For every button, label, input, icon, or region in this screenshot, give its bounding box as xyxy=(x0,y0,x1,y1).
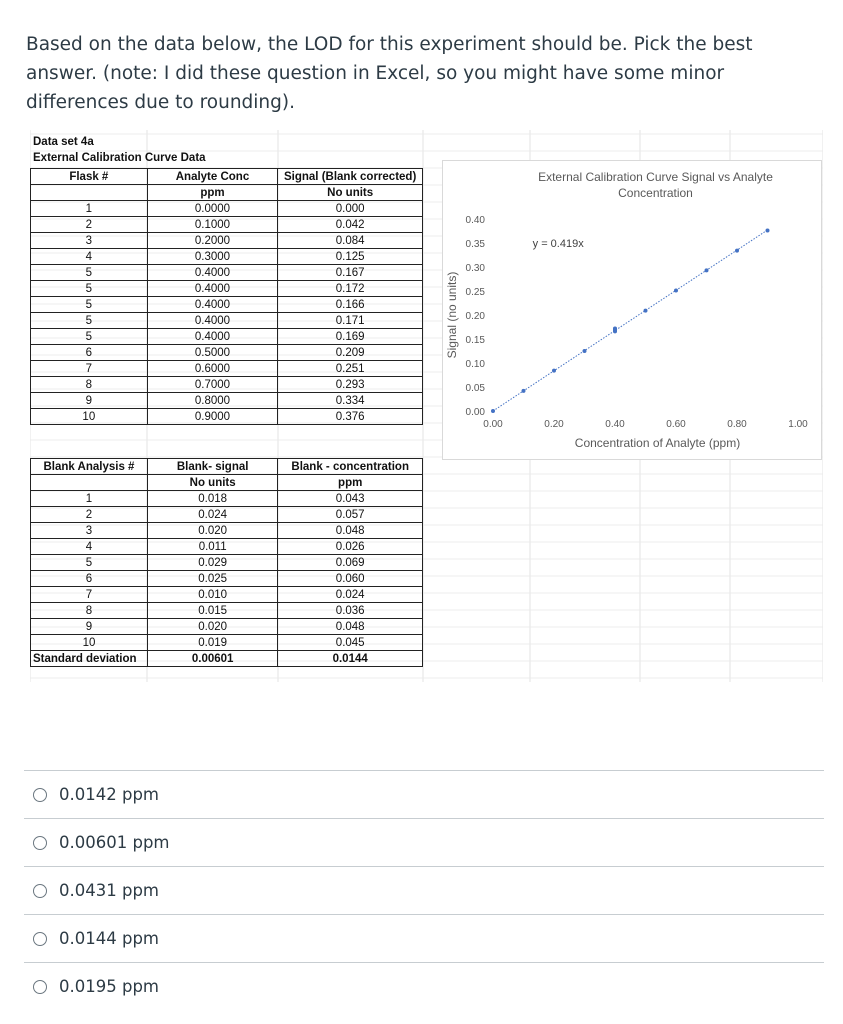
calibration-header-cell: Flask # xyxy=(31,169,148,185)
chart-svg xyxy=(443,161,821,459)
calibration-cell: 0.166 xyxy=(278,297,423,313)
calibration-table-row xyxy=(31,393,423,409)
blank-cell: 10 xyxy=(31,635,148,651)
calibration-table-row xyxy=(31,217,423,233)
blank-cell: 0.029 xyxy=(147,555,277,571)
calibration-cell: 0.042 xyxy=(278,217,423,233)
blank-cell: 1 xyxy=(31,491,148,507)
calibration-cell: 0.167 xyxy=(278,265,423,281)
blank-table-row xyxy=(31,491,423,507)
data-point xyxy=(705,268,709,272)
calibration-table-row xyxy=(31,313,423,329)
blank-table-row xyxy=(31,571,423,587)
blank-table-row xyxy=(31,587,423,603)
blank-cell: 9 xyxy=(31,619,148,635)
blank-header-cell: Blank - concentration xyxy=(278,459,423,475)
answer-option-label[interactable]: 0.0144 ppm xyxy=(59,929,159,948)
calibration-cell: 0.4000 xyxy=(147,297,278,313)
blank-cell: 6 xyxy=(31,571,148,587)
blank-stdev-row xyxy=(31,651,423,667)
blank-unit-cell: No units xyxy=(147,475,277,491)
calibration-cell: 0.1000 xyxy=(147,217,278,233)
blank-table-row xyxy=(31,619,423,635)
x-tick-label: 0.60 xyxy=(666,419,686,430)
y-tick-label: 0.10 xyxy=(465,359,485,370)
calibration-header-cell: Analyte Conc xyxy=(147,169,278,185)
radio-button[interactable] xyxy=(33,932,47,946)
calibration-table-row xyxy=(31,409,423,425)
data-point xyxy=(552,369,556,373)
calibration-cell: 5 xyxy=(31,265,148,281)
calibration-unit-cell: ppm xyxy=(147,185,278,201)
calibration-cell: 0.4000 xyxy=(147,265,278,281)
blank-stdev-cell: 0.0144 xyxy=(278,651,423,667)
answer-option[interactable] xyxy=(24,770,824,818)
calibration-table xyxy=(30,168,423,425)
blank-cell: 2 xyxy=(31,507,148,523)
blank-cell: 0.036 xyxy=(278,603,423,619)
calibration-cell: 0.5000 xyxy=(147,345,278,361)
calibration-cell: 0.4000 xyxy=(147,329,278,345)
blank-cell: 0.019 xyxy=(147,635,277,651)
blank-table-row xyxy=(31,507,423,523)
calibration-table-row xyxy=(31,345,423,361)
chart-title: External Calibration Curve Signal vs Analyte xyxy=(538,170,773,184)
answer-option[interactable] xyxy=(24,914,824,962)
data-point xyxy=(644,309,648,313)
x-tick-label: 0.00 xyxy=(483,419,503,430)
blank-cell: 0.024 xyxy=(278,587,423,603)
data-point xyxy=(583,349,587,353)
x-tick-label: 0.80 xyxy=(727,419,747,430)
calibration-cell: 5 xyxy=(31,329,148,345)
radio-button[interactable] xyxy=(33,980,47,994)
y-tick-label: 0.00 xyxy=(465,407,485,418)
x-tick-label: 0.40 xyxy=(605,419,625,430)
calibration-cell: 0.171 xyxy=(278,313,423,329)
answer-option-label[interactable]: 0.0142 ppm xyxy=(59,785,159,804)
blank-cell: 4 xyxy=(31,539,148,555)
blank-table xyxy=(30,458,423,667)
answer-option-label[interactable]: 0.00601 ppm xyxy=(59,833,170,852)
calibration-cell: 0.251 xyxy=(278,361,423,377)
calibration-cell: 5 xyxy=(31,297,148,313)
y-tick-label: 0.20 xyxy=(465,311,485,322)
calibration-cell: 10 xyxy=(31,409,148,425)
calibration-cell: 2 xyxy=(31,217,148,233)
data-point xyxy=(613,328,617,332)
blank-cell: 0.015 xyxy=(147,603,277,619)
calibration-chart xyxy=(442,160,822,460)
calibration-cell: 1 xyxy=(31,201,148,217)
y-tick-label: 0.25 xyxy=(465,287,485,298)
calibration-cell: 0.334 xyxy=(278,393,423,409)
answer-option[interactable] xyxy=(24,866,824,914)
calibration-table-row xyxy=(31,281,423,297)
blank-cell: 0.020 xyxy=(147,523,277,539)
calibration-cell: 0.0000 xyxy=(147,201,278,217)
calibration-cell: 0.2000 xyxy=(147,233,278,249)
blank-table-row xyxy=(31,635,423,651)
calibration-table-row xyxy=(31,377,423,393)
blank-header-row xyxy=(31,459,423,475)
calibration-units-row xyxy=(31,185,423,201)
spreadsheet-image xyxy=(30,130,823,690)
blank-table-row xyxy=(31,555,423,571)
calibration-cell: 6 xyxy=(31,345,148,361)
blank-cell: 0.018 xyxy=(147,491,277,507)
blank-cell: 0.020 xyxy=(147,619,277,635)
calibration-cell: 0.4000 xyxy=(147,313,278,329)
calibration-table-row xyxy=(31,361,423,377)
blank-cell: 0.060 xyxy=(278,571,423,587)
calibration-cell: 4 xyxy=(31,249,148,265)
blank-cell: 0.069 xyxy=(278,555,423,571)
calibration-header-cell: Signal (Blank corrected) xyxy=(278,169,423,185)
answer-option-label[interactable]: 0.0431 ppm xyxy=(59,881,159,900)
blank-cell: 0.057 xyxy=(278,507,423,523)
calibration-table-row xyxy=(31,265,423,281)
y-tick-label: 0.15 xyxy=(465,335,485,346)
calibration-cell: 0.084 xyxy=(278,233,423,249)
y-axis-label: Signal (no units) xyxy=(445,271,459,359)
data-point xyxy=(674,289,678,293)
calibration-cell: 5 xyxy=(31,281,148,297)
trendline-equation: y = 0.419x xyxy=(532,238,584,250)
calibration-cell: 7 xyxy=(31,361,148,377)
chart-title: Concentration xyxy=(618,186,693,200)
blank-table-row xyxy=(31,523,423,539)
blank-cell: 8 xyxy=(31,603,148,619)
data-point xyxy=(735,249,739,253)
question-text: Based on the data below, the LOD for this experiment should be. Pick the best answer. (note: I did these question in Excel, so you might have some minor differences due to rounding). xyxy=(26,34,753,113)
x-axis-label: Concentration of Analyte (ppm) xyxy=(574,436,741,450)
data-point xyxy=(766,229,770,233)
y-tick-label: 0.40 xyxy=(465,215,485,226)
blank-table-row xyxy=(31,539,423,555)
sheet-title-dataset: Data set 4a xyxy=(33,136,94,148)
data-point xyxy=(491,409,495,413)
y-tick-label: 0.30 xyxy=(465,263,485,274)
blank-cell: 3 xyxy=(31,523,148,539)
calibration-table-row xyxy=(31,233,423,249)
data-point xyxy=(522,389,526,393)
calibration-cell: 5 xyxy=(31,313,148,329)
blank-cell: 0.010 xyxy=(147,587,277,603)
blank-cell: 0.026 xyxy=(278,539,423,555)
trendline xyxy=(493,230,768,411)
calibration-cell: 0.7000 xyxy=(147,377,278,393)
calibration-header-row xyxy=(31,169,423,185)
blank-cell: 5 xyxy=(31,555,148,571)
radio-button[interactable] xyxy=(33,788,47,802)
calibration-table-row xyxy=(31,249,423,265)
answer-options xyxy=(24,770,824,1010)
calibration-cell: 0.8000 xyxy=(147,393,278,409)
blank-header-cell: Blank- signal xyxy=(147,459,277,475)
radio-button[interactable] xyxy=(33,836,47,850)
calibration-cell: 8 xyxy=(31,377,148,393)
blank-cell: 7 xyxy=(31,587,148,603)
x-tick-label: 0.20 xyxy=(544,419,564,430)
calibration-cell: 0.172 xyxy=(278,281,423,297)
calibration-cell: 0.3000 xyxy=(147,249,278,265)
calibration-cell: 0.125 xyxy=(278,249,423,265)
calibration-cell: 0.000 xyxy=(278,201,423,217)
blank-cell: 0.048 xyxy=(278,619,423,635)
blank-header-cell: Blank Analysis # xyxy=(31,459,148,475)
calibration-cell: 0.9000 xyxy=(147,409,278,425)
calibration-table-row xyxy=(31,329,423,345)
blank-unit-cell xyxy=(31,475,148,491)
blank-cell: 0.045 xyxy=(278,635,423,651)
answer-option[interactable] xyxy=(24,818,824,866)
blank-stdev-cell: Standard deviation xyxy=(31,651,148,667)
blank-unit-cell: ppm xyxy=(278,475,423,491)
calibration-unit-cell: No units xyxy=(278,185,423,201)
y-tick-label: 0.35 xyxy=(465,239,485,250)
calibration-cell: 9 xyxy=(31,393,148,409)
calibration-table-row xyxy=(31,297,423,313)
calibration-table-row xyxy=(31,201,423,217)
calibration-cell: 0.376 xyxy=(278,409,423,425)
calibration-unit-cell xyxy=(31,185,148,201)
calibration-cell: 0.4000 xyxy=(147,281,278,297)
calibration-cell: 3 xyxy=(31,233,148,249)
calibration-cell: 0.6000 xyxy=(147,361,278,377)
calibration-cell: 0.293 xyxy=(278,377,423,393)
blank-cell: 0.011 xyxy=(147,539,277,555)
radio-button[interactable] xyxy=(33,884,47,898)
answer-option[interactable] xyxy=(24,962,824,1010)
blank-cell: 0.025 xyxy=(147,571,277,587)
blank-stdev-cell: 0.00601 xyxy=(147,651,277,667)
blank-cell: 0.043 xyxy=(278,491,423,507)
calibration-cell: 0.169 xyxy=(278,329,423,345)
blank-cell: 0.024 xyxy=(147,507,277,523)
blank-cell: 0.048 xyxy=(278,523,423,539)
blank-units-row xyxy=(31,475,423,491)
calibration-cell: 0.209 xyxy=(278,345,423,361)
answer-option-label[interactable]: 0.0195 ppm xyxy=(59,977,159,996)
x-tick-label: 1.00 xyxy=(788,419,808,430)
sheet-title-calibration: External Calibration Curve Data xyxy=(33,152,206,164)
y-tick-label: 0.05 xyxy=(465,383,485,394)
blank-table-row xyxy=(31,603,423,619)
